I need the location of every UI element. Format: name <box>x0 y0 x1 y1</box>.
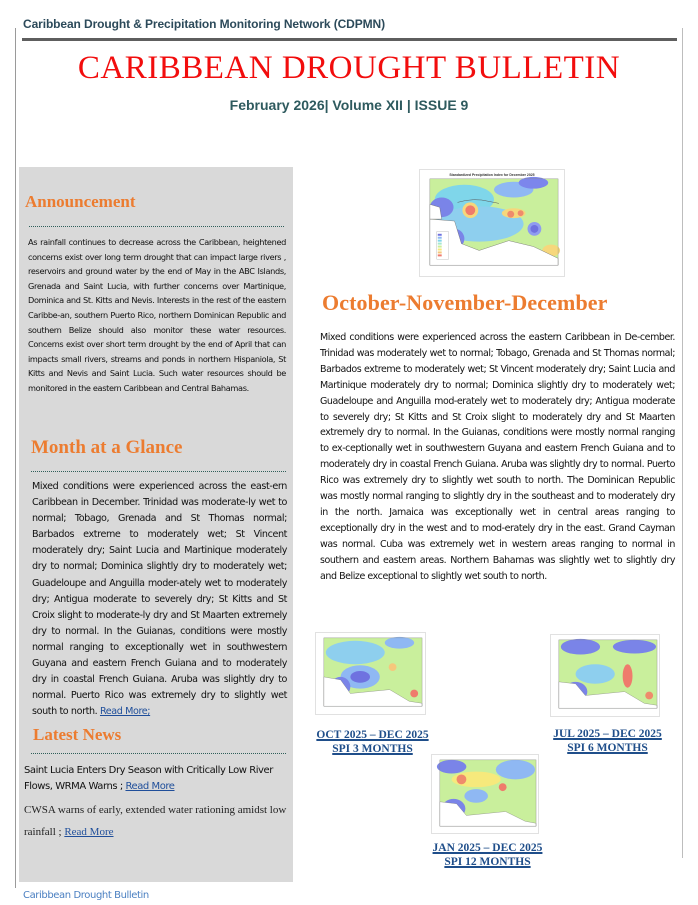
news-read-more-link[interactable]: Read More <box>125 781 175 792</box>
news-item <box>24 799 292 843</box>
spi-3-label[interactable]: SPI 3 MONTHS <box>332 743 413 755</box>
news-item <box>24 763 292 795</box>
spi-12-period[interactable]: JAN 2025 – DEC 2025 <box>432 842 543 854</box>
footer-text: Caribbean Drought Bulletin <box>23 890 149 901</box>
spi-december-map[interactable] <box>419 169 565 277</box>
divider <box>31 471 286 472</box>
spi-6-period[interactable]: JUL 2025 – DEC 2025 <box>553 728 662 740</box>
spi-map-icon <box>316 633 425 714</box>
issue-line: February 2026| Volume XII | ISSUE 9 <box>229 97 469 113</box>
map-title: Standardized Precipitation Index for December 2025 <box>449 172 535 177</box>
section-heading-ond: October-November-December <box>322 290 608 315</box>
news-text: CWSA warns of early, extended water rationing amidst low rainfall ; <box>24 804 287 838</box>
spi-3-month-caption[interactable] <box>310 728 435 756</box>
announcement-heading: Announcement <box>25 192 136 211</box>
spi-3-month-map[interactable] <box>315 632 426 715</box>
page-border-left <box>15 28 16 888</box>
news-text: Saint Lucia Enters Dry Season with Critically Low River Flows, WRMA Warns ; <box>24 765 273 792</box>
divider <box>29 226 284 227</box>
month-at-a-glance-text <box>32 479 287 720</box>
read-more-link[interactable]: Read More; <box>99 706 151 718</box>
sidebar <box>19 167 293 882</box>
latest-news-heading: Latest News <box>33 725 122 744</box>
spi-map-icon <box>432 755 538 833</box>
glance-body: Mixed conditions were experienced across the east-ern Caribbean in December. Trinidad was moderate-ly wet to normal; Tobago, Grenada and St Thomas normal; Barbados extreme to moderately wet; St Vincent moderately dry; Saint Lucia and Martinique moderately dry to normal; Dominica slightly dry to moderately wet; Guadeloupe and Anguilla moder-ately wet to moderately dry; Antigua moderate to severely dry; St Kitts and St Croix slight to moderate-ly dry and St Maarten extremely dry to normal. In the Guianas, conditions were mostly normal ranging to exceptionally wet in southwestern Guyana and eastern French Guiana and to moderately dry in coastal French Guiana. Aruba was slightly dry to normal. Puerto Rico was extremely dry to slightly wet south to north. <box>32 481 287 718</box>
spi-6-month-map[interactable] <box>550 634 660 717</box>
spi-12-month-map[interactable] <box>431 754 539 834</box>
spi-6-label[interactable]: SPI 6 MONTHS <box>567 742 648 754</box>
spi-12-label[interactable]: SPI 12 MONTHS <box>444 856 531 868</box>
ond-summary-text: Mixed conditions were experienced across the eastern Caribbean in De-cember. Trinidad was moderately wet to normal; Tobago, Grenada and St Thomas normal; Barbados extreme to moderately wet; St Vincent moderately dry; Saint Lucia and Martinique moderately dry to normal; Dominica slightly dry to moderately wet; Guadeloupe and Anguilla mod-erately wet to moderately dry; Antigua moderate to severely dry; St Kitts and St Croix slight to moderately dry and St Maarten extremely dry to normal. In the Guianas, conditions were mostly normal ranging to ex-ceptionally wet in southwestern Guyana and eastern French Guiana and to moderately dry in coastal French Guiana. Aruba was slightly dry to normal. Puerto Rico was extremely dry to slightly wet south to north. The Dominican Republic was mostly normal ranging to slightly dry in the southeast and to moderately dry in the north. Jamaica was exceptionally wet in central areas ranging to exceptionally dry in the west and to mod-erately dry in the east. Grand Cayman was normal. Cuba was extremely wet in western areas ranging to normal in southern and eastern areas. Northern Bahamas was slightly wet to slightly dry and Belize exceptional to slightly wet south to north. <box>320 332 675 582</box>
spi-6-month-caption[interactable] <box>545 727 670 755</box>
spi-12-month-caption[interactable] <box>425 841 550 869</box>
spi-map-icon <box>420 170 564 276</box>
header-divider <box>22 38 677 41</box>
network-name: Caribbean Drought & Precipitation Monitoring Network (CDPMN) <box>23 17 385 31</box>
announcement-text: As rainfall continues to decrease across the Caribbean, heightened concerns exist over long term drought that can impact large rivers , reservoirs and ground water by the end of May in the ABC Islands, Grenada and Saint Lucia, with further concerns over Martinique, Dominica and St. Kitts and Nevis. Interests in the rest of the eastern Caribbe-an, southern Puerto Rico, northern Dominican Republic and southern Belize should also monitor these water resources. Concerns exist over short term drought by the end of April that can impacts small rivers, streams and ponds in northern Hispaniola, St Kitts and Nevis and Saint Lucia. Such water resources should be monitored in the eastern Caribbean and Central Bahamas. <box>28 237 286 393</box>
news-read-more-link[interactable]: Read More <box>64 826 114 838</box>
spi-map-icon <box>551 635 659 716</box>
divider <box>31 753 286 754</box>
month-at-a-glance-heading: Month at a Glance <box>31 437 183 458</box>
spi-3-period[interactable]: OCT 2025 – DEC 2025 <box>316 729 429 741</box>
page-border-right <box>682 28 683 858</box>
bulletin-title: CARIBBEAN DROUGHT BULLETIN <box>77 50 621 86</box>
